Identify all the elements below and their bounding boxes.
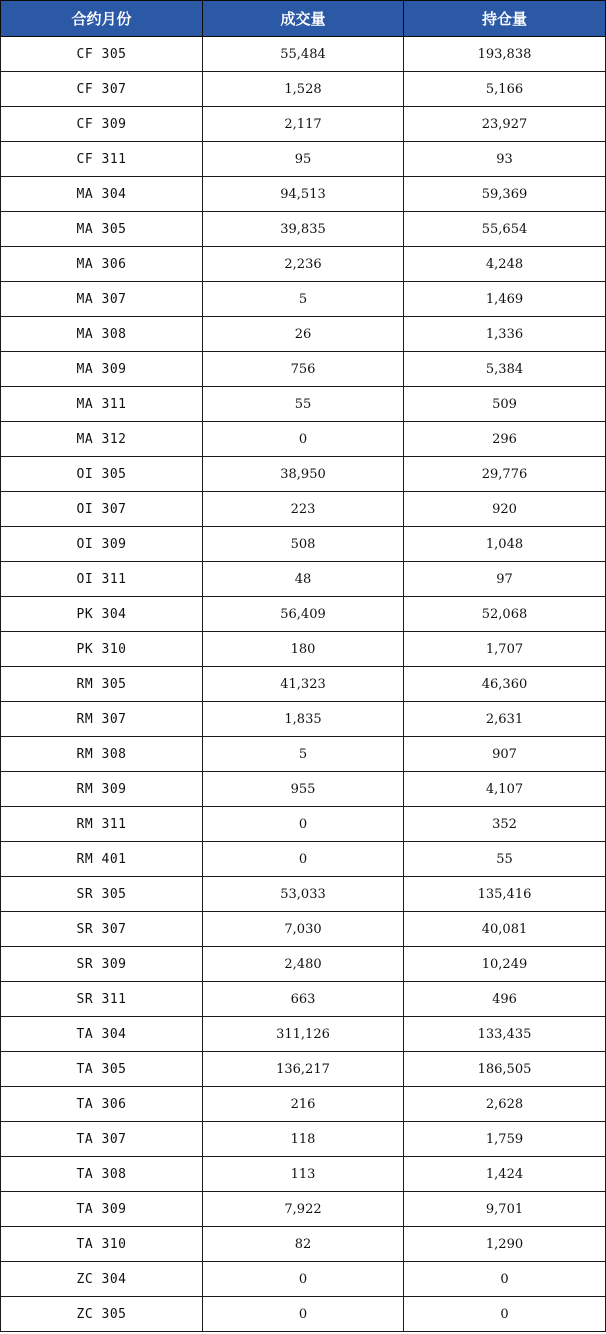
volume-cell: 508 <box>203 527 404 562</box>
table-row <box>1 1157 606 1192</box>
table-row <box>1 1192 606 1227</box>
volume-cell: 26 <box>203 317 404 352</box>
table-row <box>1 422 606 457</box>
open-interest-cell: 5,166 <box>404 72 606 107</box>
open-interest-cell: 4,107 <box>404 772 606 807</box>
table-row <box>1 492 606 527</box>
header-volume: 成交量 <box>203 1 404 37</box>
open-interest-cell: 135,416 <box>404 877 606 912</box>
volume-cell: 118 <box>203 1122 404 1157</box>
open-interest-cell: 40,081 <box>404 912 606 947</box>
table-row <box>1 352 606 387</box>
table-row <box>1 177 606 212</box>
volume-cell: 216 <box>203 1087 404 1122</box>
table-row <box>1 142 606 177</box>
table-row <box>1 72 606 107</box>
contract-cell: MA 305 <box>1 212 203 247</box>
volume-cell: 56,409 <box>203 597 404 632</box>
contract-cell: TA 304 <box>1 1017 203 1052</box>
open-interest-cell: 0 <box>404 1262 606 1297</box>
open-interest-cell: 352 <box>404 807 606 842</box>
volume-cell: 94,513 <box>203 177 404 212</box>
volume-cell: 180 <box>203 632 404 667</box>
table-row <box>1 1052 606 1087</box>
open-interest-cell: 59,369 <box>404 177 606 212</box>
volume-cell: 0 <box>203 422 404 457</box>
open-interest-cell: 9,701 <box>404 1192 606 1227</box>
table-row <box>1 702 606 737</box>
table-row <box>1 1087 606 1122</box>
table-row <box>1 947 606 982</box>
contract-cell: SR 305 <box>1 877 203 912</box>
open-interest-cell: 97 <box>404 562 606 597</box>
table-row <box>1 37 606 72</box>
contract-cell: TA 308 <box>1 1157 203 1192</box>
open-interest-cell: 93 <box>404 142 606 177</box>
open-interest-cell: 1,469 <box>404 282 606 317</box>
table-row <box>1 1122 606 1157</box>
volume-cell: 0 <box>203 842 404 877</box>
contract-cell: MA 311 <box>1 387 203 422</box>
contract-cell: MA 309 <box>1 352 203 387</box>
volume-cell: 95 <box>203 142 404 177</box>
contract-cell: CF 309 <box>1 107 203 142</box>
contract-cell: MA 306 <box>1 247 203 282</box>
open-interest-cell: 5,384 <box>404 352 606 387</box>
table-row <box>1 387 606 422</box>
open-interest-cell: 1,759 <box>404 1122 606 1157</box>
open-interest-cell: 1,424 <box>404 1157 606 1192</box>
volume-cell: 2,236 <box>203 247 404 282</box>
open-interest-cell: 2,631 <box>404 702 606 737</box>
volume-cell: 55,484 <box>203 37 404 72</box>
contract-cell: OI 305 <box>1 457 203 492</box>
volume-cell: 2,480 <box>203 947 404 982</box>
volume-cell: 41,323 <box>203 667 404 702</box>
open-interest-cell: 186,505 <box>404 1052 606 1087</box>
table-row <box>1 912 606 947</box>
volume-cell: 2,117 <box>203 107 404 142</box>
volume-cell: 53,033 <box>203 877 404 912</box>
contract-cell: MA 304 <box>1 177 203 212</box>
contract-cell: TA 306 <box>1 1087 203 1122</box>
open-interest-cell: 496 <box>404 982 606 1017</box>
table-row <box>1 982 606 1017</box>
open-interest-cell: 920 <box>404 492 606 527</box>
open-interest-cell: 1,707 <box>404 632 606 667</box>
table-row <box>1 597 606 632</box>
volume-cell: 136,217 <box>203 1052 404 1087</box>
open-interest-cell: 23,927 <box>404 107 606 142</box>
contract-cell: CF 311 <box>1 142 203 177</box>
open-interest-cell: 46,360 <box>404 667 606 702</box>
volume-cell: 55 <box>203 387 404 422</box>
table-row <box>1 667 606 702</box>
contract-cell: RM 401 <box>1 842 203 877</box>
open-interest-cell: 29,776 <box>404 457 606 492</box>
table-row <box>1 247 606 282</box>
open-interest-cell: 1,290 <box>404 1227 606 1262</box>
table-body <box>1 37 606 1332</box>
open-interest-cell: 4,248 <box>404 247 606 282</box>
table-row <box>1 632 606 667</box>
contract-cell: SR 309 <box>1 947 203 982</box>
contract-cell: MA 307 <box>1 282 203 317</box>
contract-cell: OI 309 <box>1 527 203 562</box>
open-interest-cell: 1,048 <box>404 527 606 562</box>
table-row <box>1 1262 606 1297</box>
table-row <box>1 212 606 247</box>
open-interest-cell: 133,435 <box>404 1017 606 1052</box>
contract-cell: SR 307 <box>1 912 203 947</box>
contract-cell: OI 307 <box>1 492 203 527</box>
contract-cell: PK 310 <box>1 632 203 667</box>
contract-cell: TA 309 <box>1 1192 203 1227</box>
open-interest-cell: 193,838 <box>404 37 606 72</box>
contract-cell: MA 308 <box>1 317 203 352</box>
table-row <box>1 1227 606 1262</box>
volume-cell: 0 <box>203 1262 404 1297</box>
contract-cell: TA 310 <box>1 1227 203 1262</box>
table-row <box>1 1017 606 1052</box>
open-interest-cell: 0 <box>404 1297 606 1332</box>
volume-cell: 5 <box>203 282 404 317</box>
volume-cell: 663 <box>203 982 404 1017</box>
volume-cell: 223 <box>203 492 404 527</box>
volume-cell: 48 <box>203 562 404 597</box>
volume-cell: 113 <box>203 1157 404 1192</box>
table-row <box>1 282 606 317</box>
table-row <box>1 317 606 352</box>
contract-cell: ZC 304 <box>1 1262 203 1297</box>
contract-cell: RM 305 <box>1 667 203 702</box>
table-row <box>1 842 606 877</box>
open-interest-cell: 2,628 <box>404 1087 606 1122</box>
volume-cell: 7,030 <box>203 912 404 947</box>
table-row <box>1 772 606 807</box>
table-row <box>1 877 606 912</box>
contract-cell: ZC 305 <box>1 1297 203 1332</box>
contract-cell: CF 305 <box>1 37 203 72</box>
open-interest-cell: 55 <box>404 842 606 877</box>
open-interest-cell: 55,654 <box>404 212 606 247</box>
volume-cell: 0 <box>203 807 404 842</box>
contract-cell: RM 307 <box>1 702 203 737</box>
volume-cell: 756 <box>203 352 404 387</box>
volume-cell: 1,528 <box>203 72 404 107</box>
open-interest-cell: 296 <box>404 422 606 457</box>
contract-cell: RM 311 <box>1 807 203 842</box>
open-interest-cell: 1,336 <box>404 317 606 352</box>
table-row <box>1 1297 606 1332</box>
table-row <box>1 107 606 142</box>
contract-cell: TA 305 <box>1 1052 203 1087</box>
header-open-interest: 持仓量 <box>404 1 606 37</box>
volume-cell: 0 <box>203 1297 404 1332</box>
contract-cell: CF 307 <box>1 72 203 107</box>
table-row <box>1 807 606 842</box>
open-interest-cell: 907 <box>404 737 606 772</box>
volume-cell: 1,835 <box>203 702 404 737</box>
open-interest-cell: 10,249 <box>404 947 606 982</box>
header-contract-month: 合约月份 <box>1 1 203 37</box>
volume-cell: 39,835 <box>203 212 404 247</box>
open-interest-cell: 509 <box>404 387 606 422</box>
volume-cell: 5 <box>203 737 404 772</box>
open-interest-cell: 52,068 <box>404 597 606 632</box>
volume-cell: 955 <box>203 772 404 807</box>
contract-cell: OI 311 <box>1 562 203 597</box>
contract-cell: TA 307 <box>1 1122 203 1157</box>
contract-cell: RM 308 <box>1 737 203 772</box>
table-row <box>1 527 606 562</box>
table-header-row <box>1 1 606 37</box>
contract-cell: RM 309 <box>1 772 203 807</box>
contract-cell: PK 304 <box>1 597 203 632</box>
table-row <box>1 562 606 597</box>
contract-cell: MA 312 <box>1 422 203 457</box>
table-row <box>1 737 606 772</box>
volume-cell: 7,922 <box>203 1192 404 1227</box>
contract-cell: SR 311 <box>1 982 203 1017</box>
table-row <box>1 457 606 492</box>
volume-cell: 82 <box>203 1227 404 1262</box>
volume-cell: 311,126 <box>203 1017 404 1052</box>
volume-cell: 38,950 <box>203 457 404 492</box>
